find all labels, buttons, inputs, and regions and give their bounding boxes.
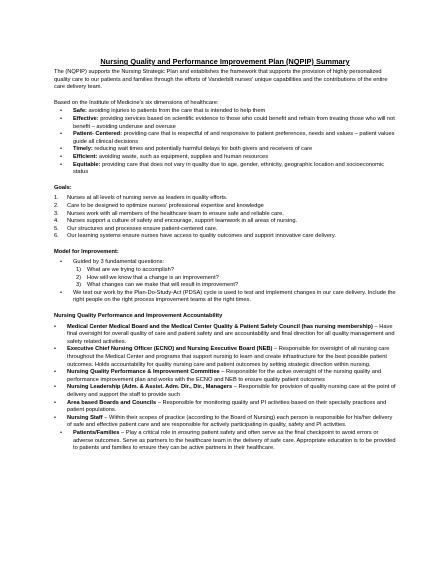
list-item <box>54 116 396 131</box>
role-text: – Play a critical role in ensuring patient safety and often serve as the final checkpoint to avoid errors or adverse outcomes. Serve as partners to the healthcare team in the delivery of safe care. Appropriate education is to be provided to patients and families to ensure they can be active partners in their healthcare. <box>73 429 396 452</box>
goal-text: Care to be designed to optimize nurses' professional expertise and knowledge <box>67 202 264 209</box>
accountability-list <box>54 324 396 453</box>
goal-text: Nurses at all levels of nursing serve as leaders in quality efforts. <box>67 195 228 202</box>
bullet-icon: • <box>54 369 56 376</box>
item-number: 4. <box>54 218 59 225</box>
bullet-icon: • <box>54 323 56 330</box>
role-text: – Responsible for oversight of all nursing care throughout the Medical Center and programs that support nursing to learn and create infrastructure for the best possible patient outcomes. Holds accountability for quality nursing care and patient outcomes by setting strategic direction within nursing. <box>67 346 390 368</box>
list-item <box>54 131 396 146</box>
role-term: Executive Chief Nursing Officer (ECNO) and Nursing Executive Board (NEB) <box>67 346 273 353</box>
dimension-term: Timely: <box>73 146 93 153</box>
question-text: How will we know that a change is an improvement? <box>87 274 219 281</box>
list-item <box>54 282 396 290</box>
question-text: What are we trying to accomplish? <box>87 267 174 274</box>
list-item <box>54 203 396 211</box>
dimension-text: avoiding waste, such as equipment, supplies and human resources <box>97 153 269 160</box>
goals-heading: Goals: <box>54 184 72 191</box>
bullet-icon: • <box>54 414 56 421</box>
dimension-term: Equitable: <box>73 161 101 168</box>
bullet-icon: • <box>54 384 56 391</box>
iom-intro: Based on the Institute of Medicine's six dimensions of healthcare: <box>54 99 219 106</box>
dimension-term: Effective: <box>73 115 99 122</box>
bullet-icon: • <box>60 161 62 168</box>
role-term: Nursing Staff <box>67 414 103 421</box>
item-number: 3. <box>54 210 59 217</box>
intro-paragraph: The (NQPIP) supports the Nursing Strategic Plan and establishes the framework that supports the provision of highly personalized quality care to our patients and families through the efforts of Vanderbilt nurses' unique capabilities and the contributions of the entire care delivery team. <box>54 69 388 91</box>
role-text: – Responsible for monitoring quality and PI activities based on their specialty practices and patient populations. <box>67 399 387 414</box>
list-item <box>54 275 396 283</box>
list-item <box>54 400 396 415</box>
dimension-text: avoiding injuries to patients from the care that is intended to help them <box>86 108 266 115</box>
item-number: 3) <box>76 282 82 289</box>
guided-text: Guided by 3 fundamental questions: <box>73 259 165 266</box>
bullet-icon: • <box>60 115 62 122</box>
list-item <box>54 267 396 275</box>
list-item <box>54 218 396 226</box>
list-item <box>54 346 396 369</box>
bullet-icon: • <box>60 146 62 153</box>
bullet-icon: • <box>60 108 62 115</box>
list-item <box>54 211 396 219</box>
bullet-icon: • <box>60 259 62 266</box>
item-number: 2. <box>54 202 59 209</box>
list-item <box>54 384 396 399</box>
role-term: Nursing Quality Performance & Improvement Committee <box>67 369 220 376</box>
role-term: Area based Boards and Councils <box>67 399 157 406</box>
list-item <box>54 233 396 241</box>
item-number: 6. <box>54 233 59 240</box>
role-text: – Within their scopes of practice (according to the Board of Nursing) each person is responsible for his/her delivery of safe and effective patient care and are responsible for actively participating in quality, safety and PI activities. <box>67 414 393 429</box>
goal-text: Nurses support a culture of safety and encourage, support teamwork in all areas of nursing. <box>67 218 298 225</box>
bullet-icon: • <box>60 429 62 436</box>
bullet-icon: • <box>54 346 56 353</box>
list-item <box>54 162 396 177</box>
role-text: – Responsible for provision of quality nursing care at the point of delivery and support the staff to provide such <box>67 384 396 398</box>
bullet-icon: • <box>60 131 62 138</box>
bullet-icon: • <box>60 289 62 296</box>
bullet-icon: • <box>60 153 62 160</box>
item-number: 1) <box>76 267 82 274</box>
list-item <box>54 415 396 430</box>
list-item <box>54 108 396 116</box>
bullet-icon: • <box>54 399 56 406</box>
dimension-text: providing services based on scientific evidence to those who could benefit and refrain from treating those who will not benefit – avoiding underuse and overuse <box>73 115 395 130</box>
question-text: What changes can we make that will result in improvement? <box>87 282 239 289</box>
list-item <box>54 324 396 347</box>
role-term: Patients/Families <box>73 429 120 436</box>
dimension-term: Efficient: <box>73 153 98 160</box>
iom-dimensions-list <box>54 108 396 176</box>
dimension-text: providing care that does not vary in quality due to age, gender, ethnicity, geographic location and socioeconomic status <box>73 161 384 176</box>
goal-text: Our structures and processes ensure patient-centered care. <box>67 225 218 232</box>
list-item <box>54 369 396 384</box>
dimension-text: providing care that is respectful of and responsive to patient preferences, needs and values – patient values guide all clinical decisions <box>73 131 395 145</box>
item-number: 2) <box>76 274 82 281</box>
list-item <box>54 146 396 154</box>
dimension-term: Patient- Centered: <box>73 131 122 138</box>
role-term: Nursing Leadership (Adm. & Assist. Adm. Dir., Dir., Managers <box>67 384 233 391</box>
document-title: Nursing Quality and Performance Improvement Plan (NQPIP) Summary <box>100 57 350 66</box>
goal-text: Our learning systems ensure nurses have access to quality outcomes and support innovative care delivery. <box>67 233 336 240</box>
model-heading: Model for Improvement: <box>54 248 119 255</box>
list-item <box>54 290 396 305</box>
item-number: 1. <box>54 195 59 202</box>
role-text: – Have final oversight for overall quality of care and patient safety and are accountability and final direction for all quality management and safety related activities. <box>67 323 395 345</box>
list-item <box>54 430 396 453</box>
accountability-heading: Nursing Quality Performance and Improvement Accountability <box>54 313 223 320</box>
list-item <box>54 154 396 162</box>
pdsa-text: We test our work by the Plan-Do-Study-Act (PDSA) cycle is used to test and implement changes in our care delivery. Include the right people on the right process improvement teams at the right times. <box>73 289 396 304</box>
goal-text: Nurses work with all members of the healthcare team to ensure safe and reliable care. <box>67 210 284 217</box>
goals-list <box>54 195 396 241</box>
role-term: Medical Center Medical Board and the Medical Center Quality & Patient Safety Council (has nursing membership) <box>67 323 373 330</box>
list-item <box>54 259 396 267</box>
list-item <box>54 226 396 234</box>
dimension-term: Safe: <box>73 108 87 115</box>
list-item <box>54 195 396 203</box>
role-text: – Responsible for the active oversight of the nursing quality and performance improvement plan and works with the ECNO and NEB to ensure quality patient outcomes <box>67 369 382 383</box>
item-number: 5. <box>54 225 59 232</box>
dimension-text: reducing wait times and potentially harmful delays for both givers and receivers of care <box>92 146 313 153</box>
